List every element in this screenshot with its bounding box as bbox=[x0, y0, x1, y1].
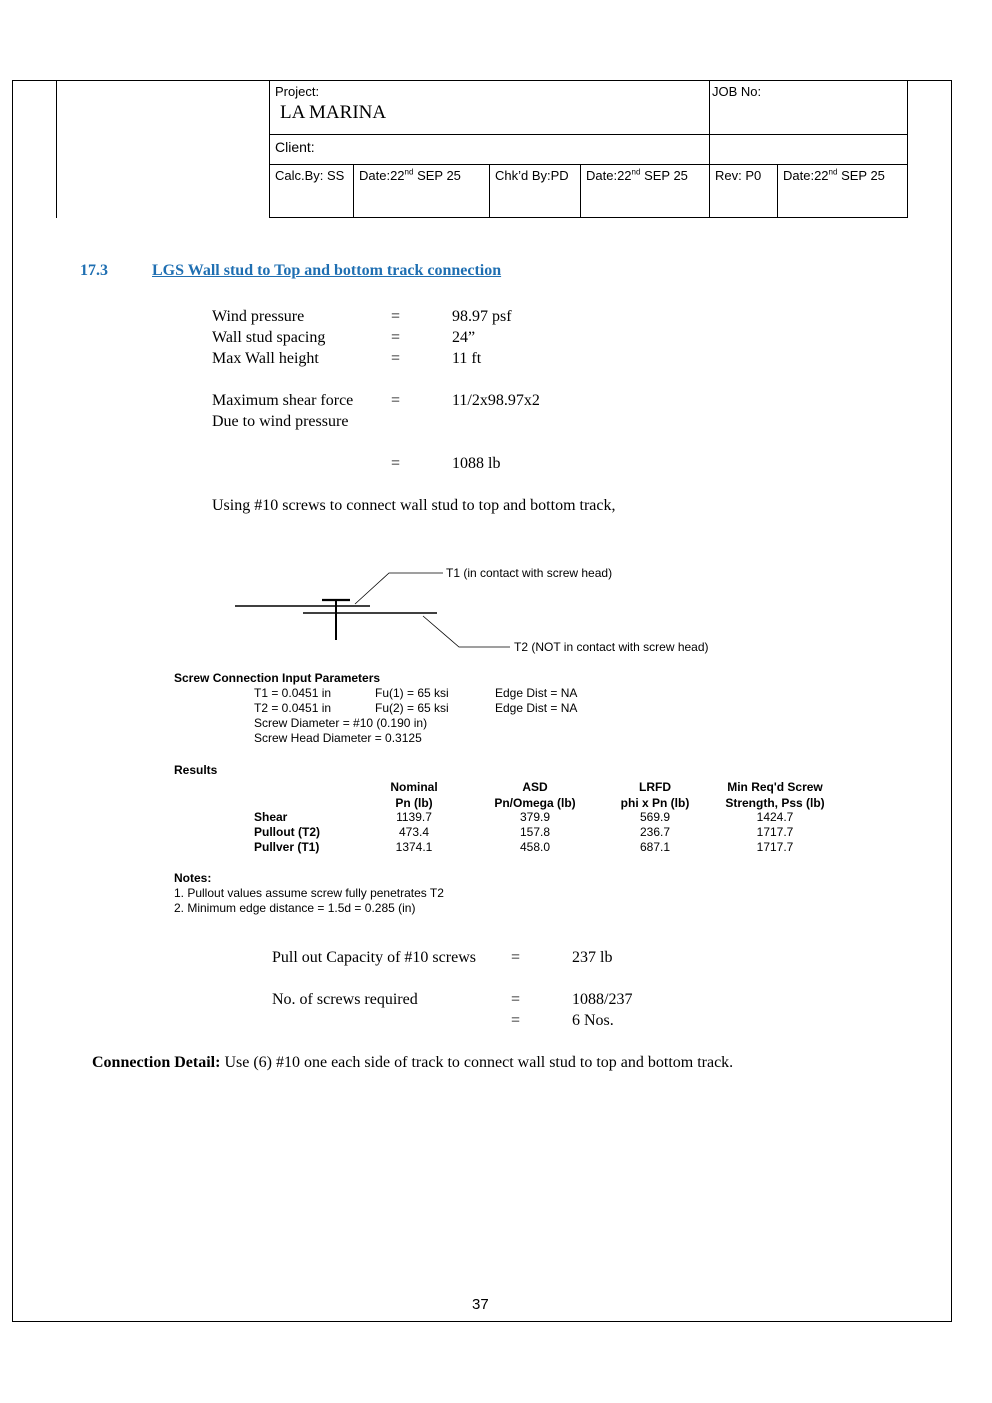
client-value-cell bbox=[709, 134, 908, 165]
project-name: LA MARINA bbox=[280, 102, 387, 123]
checked-by: Chk’d By:PD bbox=[495, 168, 569, 183]
input-diameter: Screw Diameter = #10 (0.190 in) bbox=[254, 716, 428, 730]
screws-required-eq: = bbox=[511, 991, 521, 1008]
results-cell: 1374.1 bbox=[395, 840, 433, 854]
results-col-asd: ASD Pn/Omega (lb) bbox=[494, 780, 576, 810]
input-edge1: Edge Dist = NA bbox=[495, 686, 578, 700]
pullout-capacity-label: Pull out Capacity of #10 screws bbox=[272, 949, 476, 966]
connection-detail: Connection Detail: Use (6) #10 one each side of track to connect wall stud to top and bottom track. bbox=[92, 1054, 734, 1071]
calc-eq-height: = bbox=[391, 350, 401, 367]
input-parameters-title: Screw Connection Input Parameters bbox=[174, 671, 381, 685]
checked-by-cell bbox=[489, 164, 581, 218]
page-frame-bottom bbox=[12, 1321, 952, 1322]
t2-leader-line bbox=[423, 616, 510, 647]
results-cell: 1139.7 bbox=[396, 810, 432, 824]
results-cell: 157.8 bbox=[519, 825, 551, 839]
input-t2: T2 = 0.0451 in bbox=[254, 701, 332, 715]
check-date-cell bbox=[580, 164, 710, 218]
client-label: Client: bbox=[275, 139, 315, 155]
results-cell: 236.7 bbox=[639, 825, 671, 839]
input-fu1: Fu(1) = 65 ksi bbox=[375, 686, 449, 700]
screws-required-label: No. of screws required bbox=[272, 991, 418, 1008]
t1-leader-line bbox=[355, 573, 443, 604]
results-cell: 458.0 bbox=[519, 840, 551, 854]
calc-label-height: Max Wall height bbox=[212, 350, 319, 367]
revision-date-cell bbox=[777, 164, 908, 218]
project-label: Project: bbox=[275, 84, 320, 99]
page-number: 37 bbox=[472, 1296, 489, 1313]
project-cell bbox=[269, 80, 710, 135]
revision: Rev: P0 bbox=[715, 168, 762, 183]
results-cell: 1717.7 bbox=[756, 840, 794, 854]
calc-value-height: 11 ft bbox=[452, 350, 482, 367]
job-number-label: JOB No: bbox=[712, 84, 762, 99]
job-number-cell bbox=[709, 80, 908, 135]
calc-value-wind: 98.97 psf bbox=[452, 308, 512, 325]
calc-eq-spacing: = bbox=[391, 329, 401, 346]
screws-required-eq2: = bbox=[511, 1012, 521, 1029]
results-row-label: Pullout (T2) bbox=[254, 825, 320, 839]
screws-required-value: 6 Nos. bbox=[572, 1012, 614, 1029]
results-cell: 1717.7 bbox=[756, 825, 794, 839]
calc-date-cell bbox=[353, 164, 490, 218]
pullout-capacity-value: 237 lb bbox=[572, 949, 613, 966]
results-row-label: Pullver (T1) bbox=[254, 840, 320, 854]
title-block bbox=[269, 80, 908, 218]
results-title: Results bbox=[174, 763, 218, 777]
note-item: 1. Pullout values assume screw fully penetrates T2 bbox=[174, 886, 444, 900]
calc-date: Date:22nd SEP 25 bbox=[359, 167, 461, 183]
input-head-diameter: Screw Head Diameter = 0.3125 bbox=[254, 731, 422, 745]
results-row-label: Shear bbox=[254, 810, 288, 824]
page-frame-left bbox=[12, 80, 13, 1322]
results-col-lrfd: LRFD phi x Pn (lb) bbox=[620, 780, 690, 810]
results-cell: 379.9 bbox=[519, 810, 551, 824]
page-frame-right bbox=[951, 80, 952, 1322]
notes-title: Notes: bbox=[174, 871, 212, 885]
calc-value-spacing: 24” bbox=[452, 329, 476, 346]
client-cell bbox=[269, 134, 710, 165]
results-cell: 687.1 bbox=[639, 840, 671, 854]
calc-by-cell bbox=[269, 164, 354, 218]
results-cell: 473.4 bbox=[398, 825, 430, 839]
section-number: 17.3 bbox=[80, 262, 108, 279]
t2-label: T2 (NOT in contact with screw head) bbox=[514, 640, 709, 654]
calc-eq-wind: = bbox=[391, 308, 401, 325]
input-fu2: Fu(2) = 65 ksi bbox=[375, 701, 449, 715]
screws-required-expression: 1088/237 bbox=[572, 991, 633, 1008]
check-date: Date:22nd SEP 25 bbox=[586, 167, 688, 183]
results-col-min-reqd: Min Req'd Screw Strength, Pss (lb) bbox=[725, 780, 825, 810]
shear-label-line1: Maximum shear force bbox=[212, 392, 354, 409]
shear-expression: 11/2x98.97x2 bbox=[452, 392, 540, 409]
pullout-capacity-eq: = bbox=[511, 949, 521, 966]
calc-label-wind: Wind pressure bbox=[212, 308, 305, 325]
results-cell: 1424.7 bbox=[756, 810, 794, 824]
using-screws-text: Using #10 screws to connect wall stud to top and bottom track, bbox=[212, 497, 616, 514]
shear-result-eq: = bbox=[391, 455, 401, 472]
calc-label-spacing: Wall stud spacing bbox=[212, 329, 326, 346]
input-t1: T1 = 0.0451 in bbox=[254, 686, 332, 700]
calc-by: Calc.By: SS bbox=[275, 168, 345, 183]
shear-result: 1088 lb bbox=[452, 455, 501, 472]
section-title: LGS Wall stud to Top and bottom track connection bbox=[152, 262, 502, 279]
input-edge2: Edge Dist = NA bbox=[495, 701, 578, 715]
revision-cell bbox=[709, 164, 778, 218]
note-item: 2. Minimum edge distance = 1.5d = 0.285 (in) bbox=[174, 901, 416, 915]
t1-label: T1 (in contact with screw head) bbox=[446, 566, 613, 580]
shear-label-line2: Due to wind pressure bbox=[212, 413, 349, 430]
results-cell: 569.9 bbox=[639, 810, 671, 824]
results-col-nominal: Nominal Pn (lb) bbox=[390, 780, 438, 810]
revision-date: Date:22nd SEP 25 bbox=[783, 167, 885, 183]
shear-eq: = bbox=[391, 392, 401, 409]
logo-area-divider bbox=[56, 80, 57, 218]
